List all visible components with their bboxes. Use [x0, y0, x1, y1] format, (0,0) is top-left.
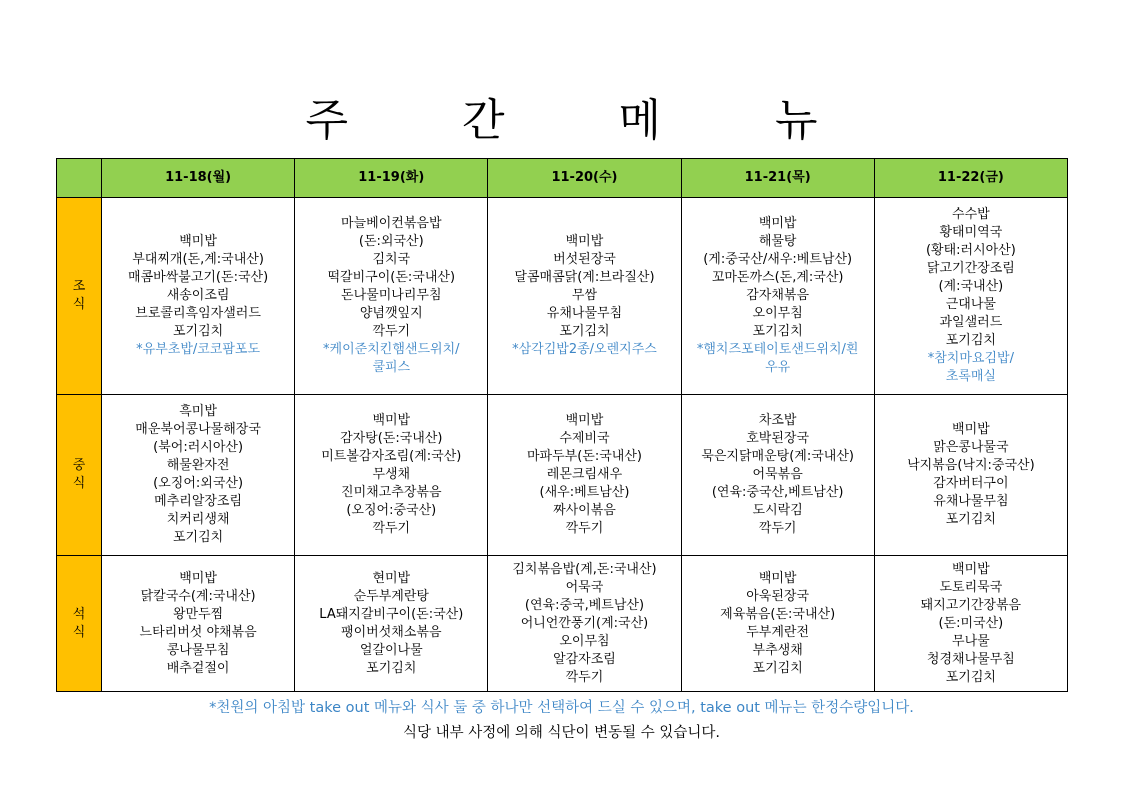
menu-item: 마파두부(돈:국내산) [526, 449, 642, 464]
menu-item: 깍두기 [758, 521, 797, 536]
takeout-item: 우유 [765, 360, 791, 375]
dinner-row [57, 556, 1068, 692]
menu-item: (오징어:외국산) [153, 476, 244, 491]
menu-item: 감자탕(돈:국내산) [340, 431, 443, 446]
menu-item: 포기김치 [945, 333, 996, 348]
menu-item: 오이무침 [559, 633, 610, 649]
menu-item: 포기김치 [366, 660, 417, 676]
menu-item: 백미밥 [952, 561, 990, 577]
menu-item: 포기김치 [945, 512, 996, 527]
menu-item: 어니언깐풍기(계:국산) [520, 615, 649, 631]
menu-item: 포기김치 [172, 324, 224, 339]
takeout-item: 쿨피스 [372, 360, 411, 375]
takeout-item: *유부초밥/코코팜포도 [136, 342, 261, 357]
menu-item: (계:국내산) [938, 279, 1004, 294]
menu-item-list [488, 561, 680, 687]
menu-cell [874, 198, 1067, 395]
menu-item-list [488, 412, 680, 538]
corner-cell [57, 159, 102, 198]
menu-item-list [102, 403, 294, 547]
meal-label-char: 중 [72, 458, 86, 473]
menu-item-list [875, 561, 1067, 687]
menu-item: (게:중국산/새우:베트남산) [703, 252, 853, 267]
menu-cell [681, 395, 874, 556]
lunch-row [57, 395, 1068, 556]
menu-item: 버섯된장국 [553, 252, 616, 267]
menu-item: 낙지볶음(낙지:중국산) [907, 458, 1035, 473]
menu-item-list [295, 412, 487, 538]
menu-item-list [682, 412, 874, 538]
menu-item: 왕만두찜 [172, 606, 224, 622]
takeout-note: *천원의 아침밥 take out 메뉴와 식사 둘 중 하나만 선택하여 드실 수 있으며, take out 메뉴는 한정수량입니다. [209, 700, 914, 716]
menu-item: 닭칼국수(계:국내산) [140, 588, 256, 604]
menu-item: 배추겉절이 [166, 660, 230, 676]
menu-item: 묵은지닭매운탕(계:국내산) [701, 449, 854, 464]
menu-item: (북어:러시아산) [153, 440, 244, 455]
menu-item: 꼬마돈까스(돈,계:국산) [711, 270, 844, 285]
menu-item: 과일샐러드 [939, 315, 1003, 330]
menu-item: 짜사이볶음 [553, 503, 616, 518]
menu-cell [102, 395, 295, 556]
menu-item-list [102, 570, 294, 678]
menu-item: 순두부계란탕 [353, 588, 429, 604]
menu-item: 차조밥 [758, 413, 797, 428]
menu-item: 달콤매콤닭(계:브라질산) [514, 270, 655, 285]
date-header: 11-20(수) [488, 159, 681, 198]
menu-item: (연육:중국산,베트남산) [711, 485, 844, 500]
menu-item: 떡갈비구이(돈:국내산) [327, 270, 456, 285]
meal-label-char: 식 [72, 297, 86, 312]
menu-cell [102, 198, 295, 395]
menu-item-list [295, 215, 487, 377]
page-title: 주 간 메 뉴 [305, 95, 868, 146]
menu-cell [681, 198, 874, 395]
menu-item: (돈:외국산) [358, 234, 424, 249]
menu-item: 유채나물무침 [546, 306, 623, 321]
takeout-item: *케이준치킨햄샌드위치/ [323, 342, 460, 357]
date-header: 11-22(금) [874, 159, 1067, 198]
menu-item: 알감자조림 [553, 651, 616, 667]
menu-cell [874, 556, 1067, 692]
menu-item: 백미밥 [179, 234, 217, 249]
menu-item: 오이무침 [752, 306, 803, 321]
menu-item: 호박된장국 [746, 431, 810, 446]
menu-item-list [875, 206, 1067, 386]
menu-item: 아욱된장국 [746, 588, 810, 604]
menu-item: 깍두기 [565, 669, 604, 685]
takeout-item: 초록매실 [945, 369, 996, 384]
menu-item-list [682, 570, 874, 678]
date-header: 11-21(목) [681, 159, 874, 198]
date-header: 11-19(화) [295, 159, 488, 198]
menu-item-list [875, 421, 1067, 529]
weekly-menu-table [56, 158, 1068, 692]
menu-item: 근대나물 [945, 297, 996, 312]
menu-item: 마늘베이컨볶음밥 [341, 216, 442, 231]
menu-item: 새송이조림 [166, 288, 230, 303]
menu-cell [295, 198, 488, 395]
menu-item: 백미밥 [758, 216, 797, 231]
menu-item: 무나물 [952, 633, 990, 649]
date-header: 11-18(월) [102, 159, 295, 198]
menu-item: 매운북어콩나물해장국 [135, 422, 261, 437]
menu-item: 미트볼감자조림(계:국산) [321, 449, 462, 464]
menu-cell [488, 395, 681, 556]
menu-item: 해물완자전 [166, 458, 230, 473]
menu-item: 포기김치 [172, 530, 224, 545]
menu-item: 백미밥 [565, 234, 604, 249]
menu-item: 도시락김 [752, 503, 803, 518]
menu-item: 백미밥 [952, 422, 990, 437]
menu-item: 도토리묵국 [939, 579, 1003, 595]
meal-label-char: 조 [72, 279, 86, 294]
menu-cell [874, 395, 1067, 556]
menu-item: 깍두기 [372, 324, 411, 339]
menu-item: 느타리버섯 야채볶음 [139, 624, 257, 640]
menu-item: 어묵볶음 [752, 467, 803, 482]
menu-item: 무생채 [372, 467, 411, 482]
menu-item: 현미밥 [372, 570, 411, 586]
menu-cell [295, 556, 488, 692]
menu-item: 돈나물미나리무침 [341, 288, 442, 303]
takeout-item: *삼각김밥2종/오렌지주스 [512, 342, 657, 357]
takeout-item: *참치마요김밥/ [927, 351, 1014, 366]
meal-label-char: 식 [72, 476, 86, 491]
menu-cell [295, 395, 488, 556]
meal-label-char: 석 [72, 606, 86, 622]
menu-item: 수제비국 [559, 431, 610, 446]
menu-change-note: 식당 내부 사정에 의해 식단이 변동될 수 있습니다. [402, 725, 720, 741]
menu-cell [488, 198, 681, 395]
menu-item: (연육:중국,베트남산) [524, 597, 645, 613]
menu-item: 진미채고추장볶음 [341, 485, 442, 500]
menu-item: 돼지고기간장볶음 [920, 597, 1022, 613]
menu-item: 맑은콩나물국 [933, 440, 1009, 455]
menu-item: 백미밥 [179, 570, 217, 586]
menu-item: 얼갈이나물 [359, 642, 423, 658]
menu-cell [681, 556, 874, 692]
menu-item: LA돼지갈비구이(돈:국산) [319, 606, 464, 622]
menu-item: 백미밥 [372, 413, 411, 428]
menu-item: 양념깻잎지 [359, 306, 423, 321]
menu-item: 포기김치 [559, 324, 610, 339]
menu-item-list [682, 215, 874, 377]
menu-item: 어묵국 [565, 579, 604, 595]
menu-item: 유채나물무침 [933, 494, 1009, 509]
menu-cell [488, 556, 681, 692]
menu-item: 백미밥 [565, 413, 604, 428]
menu-item-list [102, 233, 294, 359]
menu-item: 콩나물무침 [166, 642, 230, 658]
breakfast-row [57, 198, 1068, 395]
menu-item: 팽이버섯채소볶음 [341, 624, 442, 640]
menu-item: 치커리생채 [166, 512, 230, 527]
menu-item: (황태:러시아산) [925, 243, 1016, 258]
meal-label [57, 395, 102, 556]
menu-item: 수수밥 [952, 207, 990, 222]
menu-item: 깍두기 [372, 521, 411, 536]
menu-item: 포기김치 [752, 660, 803, 676]
menu-item: 매콤바싹불고기(돈:국산) [128, 270, 269, 285]
menu-item: 닭고기간장조림 [926, 261, 1015, 276]
menu-item: 김치국 [372, 252, 411, 267]
meal-label [57, 556, 102, 692]
menu-item: 깍두기 [565, 521, 604, 536]
menu-item: 부추생채 [752, 642, 803, 658]
menu-item: 흑미밥 [179, 404, 217, 419]
meal-label-char: 식 [72, 624, 86, 640]
menu-item: 레몬크림새우 [546, 467, 623, 482]
menu-item: 포기김치 [752, 324, 803, 339]
menu-item: 청경채나물무침 [926, 651, 1015, 667]
menu-item: (새우:베트남산) [539, 485, 630, 500]
menu-item: 포기김치 [945, 669, 996, 685]
takeout-item: *햄치즈포테이토샌드위치/흰 [696, 342, 859, 357]
meal-label [57, 198, 102, 395]
menu-item: 감자채볶음 [746, 288, 810, 303]
menu-item: (돈:미국산) [938, 615, 1004, 631]
menu-cell [102, 556, 295, 692]
menu-item-list [488, 233, 680, 359]
menu-item: 황태미역국 [939, 225, 1003, 240]
menu-item: 두부계란전 [746, 624, 810, 640]
menu-item: 메추리알장조림 [154, 494, 243, 509]
menu-item: 브로콜리흑임자샐러드 [135, 306, 261, 321]
menu-item-list [295, 570, 487, 678]
menu-item: 제육볶음(돈:국내산) [720, 606, 836, 622]
menu-item: 무쌈 [571, 288, 598, 303]
menu-item: (오징어:중국산) [346, 503, 437, 518]
menu-item: 감자버터구이 [933, 476, 1009, 491]
menu-item: 부대찌개(돈,계:국내산) [132, 252, 264, 267]
menu-item: 김치볶음밥(계,돈:국내산) [512, 561, 657, 577]
menu-item: 백미밥 [758, 570, 797, 586]
menu-item: 해물탕 [758, 234, 797, 249]
date-header-row [57, 159, 1068, 198]
